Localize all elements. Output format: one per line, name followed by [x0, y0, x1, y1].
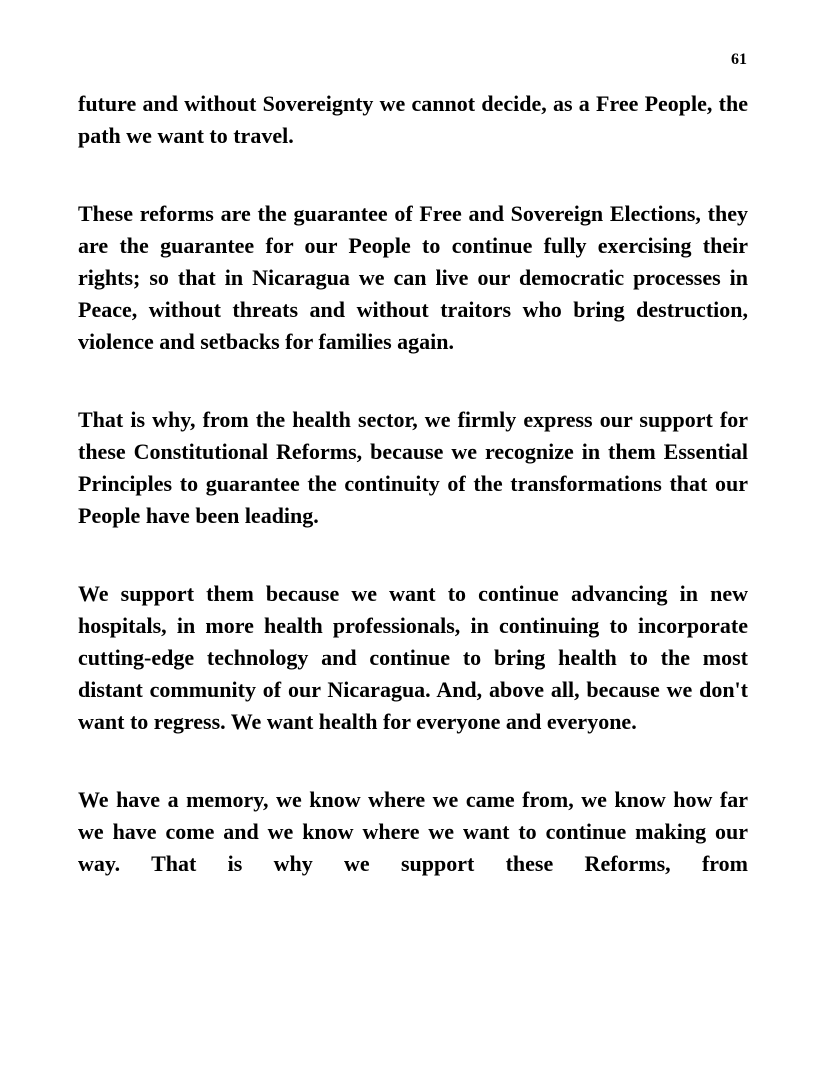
- paragraph: We have a memory, we know where we came from, we know how far we have come and we know where we want to continue making our way. That is why we support these Reforms, from: [78, 787, 748, 876]
- page-number: 61: [731, 51, 747, 68]
- body-text: [78, 88, 748, 926]
- paragraph: future and without Sovereignty we cannot decide, as a Free People, the path we want to travel.: [78, 91, 748, 148]
- paragraph: We support them because we want to continue advancing in new hospitals, in more health professionals, in continuing to incorporate cutting-edge technology and continue to bring health to the most distant community of our Nicaragua. And, above all, because we don't want to regress. We want health for everyone and everyone.: [78, 581, 748, 734]
- paragraph: That is why, from the health sector, we firmly express our support for these Constitutional Reforms, because we recognize in them Essential Principles to guarantee the continuity of the transformations that our People have been leading.: [78, 407, 748, 528]
- paragraph: These reforms are the guarantee of Free and Sovereign Elections, they are the guarantee for our People to continue fully exercising their rights; so that in Nicaragua we can live our democratic processes in Peace, without threats and without traitors who bring destruction, violence and setbacks for families again.: [78, 201, 748, 354]
